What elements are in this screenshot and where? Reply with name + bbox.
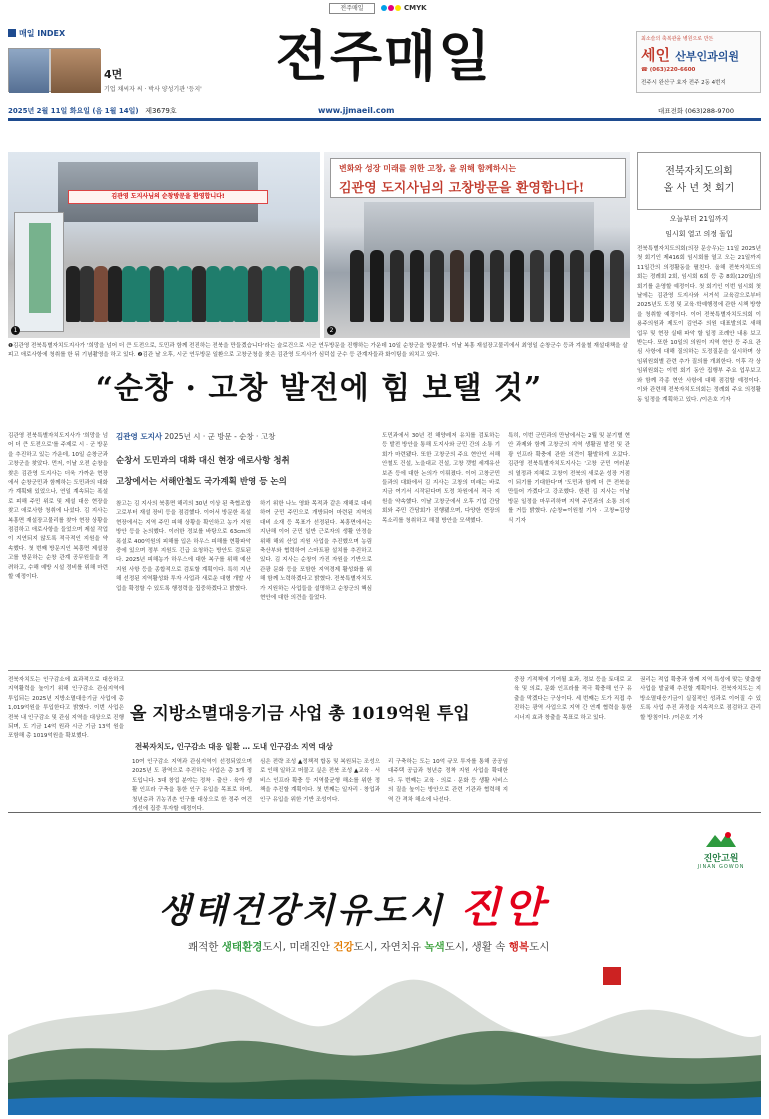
- thumbnail-image: [9, 49, 49, 93]
- article-column: 참고는 김 지사의 북흥면 해리의 30년 이상 된 축협조합고로부터 재설 장비 등을 점검했다. 이어서 방문한 폭설현장에서는 지역 주민 피해 상황을 확인하고 농가 지원 방안 등을 논의했다. 이러한 정보를 바탕으로 63cm의 폭설로 400억원의 피해를 입은 하우스 피해를 현황파악 중에 있으며 정부 지원도 긴급 요청하는 방안도 검토된다. 2025년 피해농가 하우스에 대한 복구를 위해 예산 지원 사항 등을 종합적으로 검토할 계획이다. 특히 지난해 선정된 지역활성화 투자 사업과 새로운 대형 개발 사업을 확정할 수 있도록 행정력을 집중하겠다고 밝혔다.: [116, 501, 251, 592]
- header-rule: [8, 118, 761, 121]
- council-subhead: 임시회 열고 의정 돌입: [665, 230, 733, 238]
- cmyk-text: CMYK: [404, 4, 427, 12]
- section-rule: [8, 670, 761, 671]
- index-page-number: 4면: [104, 68, 123, 81]
- cyan-dot: [381, 5, 387, 11]
- site-url[interactable]: www.jjmaeil.com: [318, 106, 395, 115]
- yellow-dot: [395, 5, 401, 11]
- ad-slogan: 생태건강치유도시 진안: [158, 883, 547, 932]
- vertical-banner: [14, 212, 64, 332]
- ad-address: 전주시 완산구 효자 전주 2동 4번지: [641, 80, 726, 86]
- hospital-ad[interactable]: [636, 31, 761, 93]
- ad-name: 세인 산부인과의원: [641, 46, 739, 64]
- index-icon: [8, 29, 16, 37]
- article-kicker: 김관영 도지사 2025년 시 · 군 방문 - 순창 · 고창: [116, 432, 276, 441]
- article-column: 리 구축하는 도는 10억 규모 투자를 통해 공공임대주택 공급과 청년층 정착 지원 사업을 확대한다. 두 번째는 교육 · 의료 · 문화 등 생활 서비스의 질을 높이는 방안으로 관련 기관과 협력해 지역 간 격차 해소에 나선다.: [388, 759, 508, 803]
- mountain-landscape: [8, 965, 761, 1115]
- magenta-dot: [388, 5, 394, 11]
- article-column: 중장 기적책에 기여될 효과, 정보 등을 토대로 교육 및 의료, 문화 인프라를 적극 확충해 인구 유출을 막겠다는 구상이다. 세 번째는 도가 직접 추진하는 광역 사업으로 지역 간 연계 협력을 통한 시너지 효과 창출을 목표로 하고 있다.: [514, 677, 632, 721]
- second-headline: 올 지방소멸대응기금 사업 총 1019억원 투입: [130, 704, 470, 724]
- article-column: 권리는 적업 확충과 함께 지역 특성에 맞는 맞춤형 사업을 발굴해 추진할 계획이다. 전북자치도는 지방소멸대응기금이 실질적인 성과로 이어질 수 있도록 사업 추진 과정을 지속적으로 점검하고 관리할 방침이다. /이은호 기자: [640, 677, 761, 721]
- photo-gochang: [324, 152, 630, 338]
- ad-rule: [8, 812, 761, 813]
- article-column: 김관영 전북특별자치도지사가 '희망을 넘어 더 큰 도전으로'를 주제로 시 · 군 방문을 추진하고 있는 가운데, 10일 순창군과 고창군을 찾았다. 먼저, 이날 오전 순창을 찾은 김관영 도지사는 더욱 가까운 현장에서 순창군민과 함께하는 도민과의 대화가 계획돼 있었으나, 연일 계속되는 폭설로 피해 주민 위로 및 제설 대응 현장을 찾고 애로사항 청취에 나섰다. 김 지사는 복흥면 재설장고물리를 찾아 현장 상황을 점검하고 애로사항을 들었으며 제설 작업이 지연되지 않도록 적극적인 지원을 약속했다. 첫 번째 방문지인 복흥면 제설장고를 방문하는 순창 관계 공무원들을 격려하고, 수해 예방 시설 정비를 위해 마련할 예정이다.: [8, 433, 108, 581]
- article-column: 전북자치도는 인구감소에 효과적으로 대응하고 지역활력을 높이기 위해 인구감소 관심지역에 투입되는 2025년 지방소멸대응기금 사업에 총 1,019억원을 투입한다고 밝혔다. 이번 사업은 전북 내 인구감소 및 관심 지역을 대상으로 진행되며, 도 기금 14억 원과 시군 기금 13억 원을 포함해 총 1019억원을 확보했다.: [8, 677, 124, 740]
- ad-tagline: 최소슬의 축복관을 병원으로 만든: [641, 36, 714, 42]
- article-deck: 순창서 도민과의 대화 대신 현장 애로사항 청취: [116, 456, 290, 466]
- article-column: 특히, 이번 군민과의 만남에서는 2월 및 분기별 현안 과제와 함께 고창군의 지역 생활권 발전 및 관광 인프라 확충에 관한 의견이 활발하게 오갔다. 김관영 전북특별자치도지사는 '고창 군민 여러분의 열정과 지혜로 고창이 전북의 새로운 성장 거점이 되기를 기대한다'며 '도민과 함께 더 큰 전북을 만들어 가겠다'고 강조했다. 한편 김 지사는 이날 방문 일정을 마무리하며 지역 주민과의 소통 의지를 거듭 밝혔다. /순창=이원철 기자 · 고창=김양식 기자: [508, 433, 630, 524]
- index-page-teaser: 기업 채씨자 씨 · 박사 양성기관 '등지': [104, 86, 202, 93]
- index-thumbnail[interactable]: [8, 48, 100, 92]
- ad-tagline: 쾌적한 생태환경도시, 미래진안 건강도시, 자연치유 녹색도시, 생활 속 행복도시: [188, 941, 550, 953]
- photo-sunchang: [8, 152, 320, 338]
- article-column: 10여 인구감소 지역과 관심지역이 선정되었으며 2025년 도 광역으로 추진하는 사업은 총 3개 정도입니다. 3대 창업 분야는 정착 · 출산 · 육아 생활 인프라 구축을 통한 인구 유입을 목표로 하며, 청년층과 귀농귀촌 인구를 대상으로 한 정주 여건 개선에 집중 투자할 예정이다.: [132, 759, 252, 813]
- mountain-logo-icon: [706, 831, 736, 847]
- jinan-logo: 진안고원 JINAN GOWON: [691, 831, 751, 870]
- article-deck: 전북자치도, 인구감소 대응 일환 … 도내 인구감소 지역 대상: [135, 742, 333, 751]
- issue-date: 2025년 2월 11일 화요일 (음 1월 14일) 제3679호: [8, 107, 177, 115]
- council-article-body: 전북특별자치도의회(의장 문승우)는 11일 2025년 첫 회기인 제416회 임시회를 열고 오는 21일까지 11일간의 의정활동을 펼친다. 올해 전북자치도의회는 정례회 2회, 임시회 6회 등 총 8회(120일)의 회기를 운영할 예정이다. 첫 회기인 이번 임시회 첫날에는 김관영 도지사와 서거석 교육감으로부터 2025년도 도정 및 교육·학예행정에 관한 시책 방향을 청취할 예정이다. 이어 전북특별자치도의회 이용주의원과 제도이 김연주 의원 대표발의로 새해 업무 및 현장 실태 파악 할 일정 조례안 내용 보고받는다. 또한 10일의 의원이 지역 현안 등 주요 관심 사항에 대해 질의하는 도정질문을 실시하며 상임위원회별 관련 추가 질의를 개최한다. 이후 각 상임위원회는 이번 회기 동안 집행부 주요 업무보고와 함께 각종 현안 사항에 대해 점검할 예정이다. 이와 관련해 전북자치도의회는 정례회 주요 의정활동 일정을 계획하고 있다. /이은호 기자: [637, 246, 761, 403]
- jinan-ad[interactable]: [8, 815, 761, 1115]
- article-column: 도민과에서 30년 전 해양레저 유치를 검토하는 등 발전 방안을 통해 도지사와 군민 간의 소통 기회가 마련됐다. 또한 고창군의 주요 현안인 서해안철도 건설, 노을대교 건설, 고창 갯벌 세계유산 보존 등에 대한 논의가 이뤄졌다. 이어 고창군민들과의 대화에서 김 지사는 고창의 미래는 바로 지금 여기서 시작된다며 도정 차원에서 적극 지원을 약속했다. 이날 고창군에서 오후 기업 간담회와 주민 간담회가 진행됐으며, 다양한 현장의 목소리를 청취하고 해결 방안을 모색했다.: [382, 433, 500, 524]
- article-deck: 고창에서는 서해안철도 국가계획 반영 등 논의: [116, 477, 287, 487]
- masthead: 전주매일: [275, 24, 493, 88]
- article-column: 하기 위한 나노 영화 목적과 같은 재해로 대비하여 군민 주민으로 개방되어 마련된 지역의 대비 소재 등 목표가 선정된다. 복흥면에서는 지난해 이어 군민 일반 근로자의 생활 안정을 위해 해외 산업 지원 사업을 추진했으며 농림축산부와 협력하여 스마트팜 설치를 추진하고 있다. 김 지사는 순창이 가진 자원을 기반으로 관광 문화 등을 포함한 지역경제 활성화를 위해 함께 노력하겠다고 밝혔다. 전북특별자치도가 지원하는 사업들을 설명하고 순창군의 핵심 현안에 대한 의견을 들었다.: [260, 501, 372, 602]
- council-headline-box: [637, 152, 761, 210]
- council-headline: 전북자치도의회 올 사 년 첫 회기: [663, 166, 735, 194]
- main-headline: “순창 · 고창 발전에 힘 보탤 것”: [95, 371, 543, 406]
- cmyk-marks: [381, 4, 427, 12]
- thumbnail-image: [51, 49, 101, 93]
- photo-number: 2: [327, 326, 336, 335]
- council-subhead: 오늘부터 21일까지: [669, 215, 729, 223]
- ad-phone: ☎ (063)220-6600: [641, 67, 696, 73]
- photo-number: 1: [11, 326, 20, 335]
- main-phone: 대표전화 (063)288-9700: [658, 107, 734, 115]
- article-column: 심은 전략 조성 ▲정책적 합동 및 복원되는 조성으로 인해 일하고 머물고 싶은 전북 조성 ▲교육 · 서비스 인프라 확충 등 지역불균형 해소를 위한 정책을 추진할 계획이다. 첫 번째는 일자리 · 창업과 인구 유입을 위한 기반 조성이다.: [260, 759, 380, 803]
- edition-label: 전주매일: [329, 3, 375, 14]
- index-label[interactable]: 매일 INDEX: [8, 28, 102, 44]
- photo-caption: ❶김관영 전북특별자치도지사가 '희망을 넘어 더 큰 도전으로, 도민과 함께 전진하는 전북을 만들겠습니다'라는 슬로건으로 시군 연두방문을 진행하는 가운데 10일 순창군을 방문했다. 이날 복흥 재설장고물리에서 최영일 순창군수 등과 겨울철 재설대책을 살피고 애로사항에 청취를 한 뒤 기념촬영을 하고 있다. ❷김관 날 오후, 시군 연두방문 일환으로 고창군청을 찾은 김관영 도지사가 심덕섭 군수 등 관계자들과 화이팅을 외치고 있다.: [8, 343, 628, 358]
- welcome-banner: 변화와 성장 미래를 위한 고창, 을 위해 함께하시는 김관영 도지사님의 고창방문을 환영합니다!: [330, 158, 626, 198]
- welcome-banner: 김관영 도지사님의 순창방문을 환영합니다!: [68, 190, 268, 204]
